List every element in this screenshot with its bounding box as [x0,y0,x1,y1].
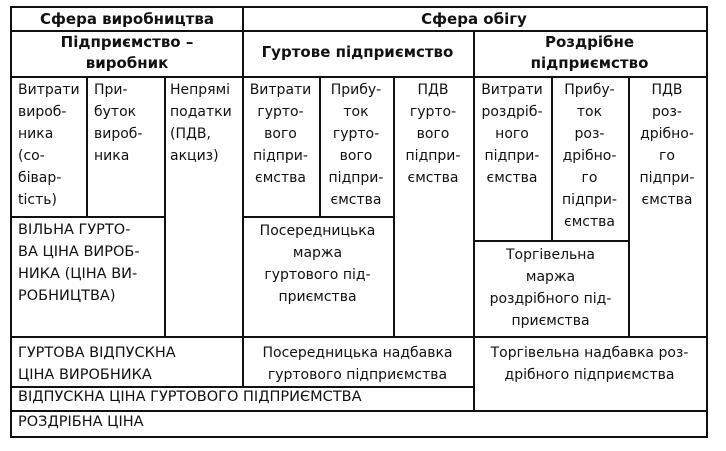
trade-margin-cell: Торгівельна маржа роздрібного під- приємства [473,240,630,338]
intermediary-markup-cell: Посередницька надбавка гуртового підприємства [242,336,475,388]
producer-selling-price-cell: ГУРТОВА ВІДПУСКНА ЦІНА ВИРОБНИКА [10,336,244,388]
producer-profit-cell: При- буток вироб- ника [86,76,166,218]
retail-vat-cell: ПДВ роз- дрібно- го підпри- ємства [628,76,708,338]
wholesale-vat-cell: ПДВ гурто- вого підпри- ємства [393,76,475,338]
intermediary-margin-cell: Посередницька маржа гуртового під- приємства [242,216,395,338]
production-sphere-header: Сфера виробництва [10,6,244,32]
retail-costs-cell: Витрати роздріб- ного підпри- ємства [473,76,553,242]
free-wholesale-price-cell: ВІЛЬНА ГУРТО- ВА ЦІНА ВИРОБ- НИКА (ЦІНА ВИ- РОБНИЦТВА) [10,216,166,338]
retail-enterprise-header: Роздрібне підприємство [473,30,708,78]
retail-price-row: РОЗДРІБНА ЦІНА [10,410,708,438]
wholesale-costs-cell: Витрати гурто- вого підпри- ємства [242,76,321,218]
wholesale-profit-cell: Прибу- ток гурто- вого підпри- ємства [319,76,395,218]
wholesale-enterprise-header: Гуртове підприємство [242,30,475,78]
producer-costs-cell: Витрати вироб- ника (со- бівар- tість) [10,76,88,218]
wholesale-selling-price-row: ВІДПУСКНА ЦІНА ГУРТОВОГО ПІДПРИЄМСТВА [10,386,475,412]
producer-enterprise-header: Підприємство – виробник [10,30,244,78]
indirect-taxes-cell: Непрямі податки (ПДВ, акциз) [164,76,244,338]
retail-profit-cell: Прибу- ток роз- дрібно- го підпри- ємства [551,76,630,242]
circulation-sphere-header: Сфера обігу [242,6,708,32]
trade-markup-cell: Торгівельна надбавка роз- дрібного підприємства [473,336,708,412]
